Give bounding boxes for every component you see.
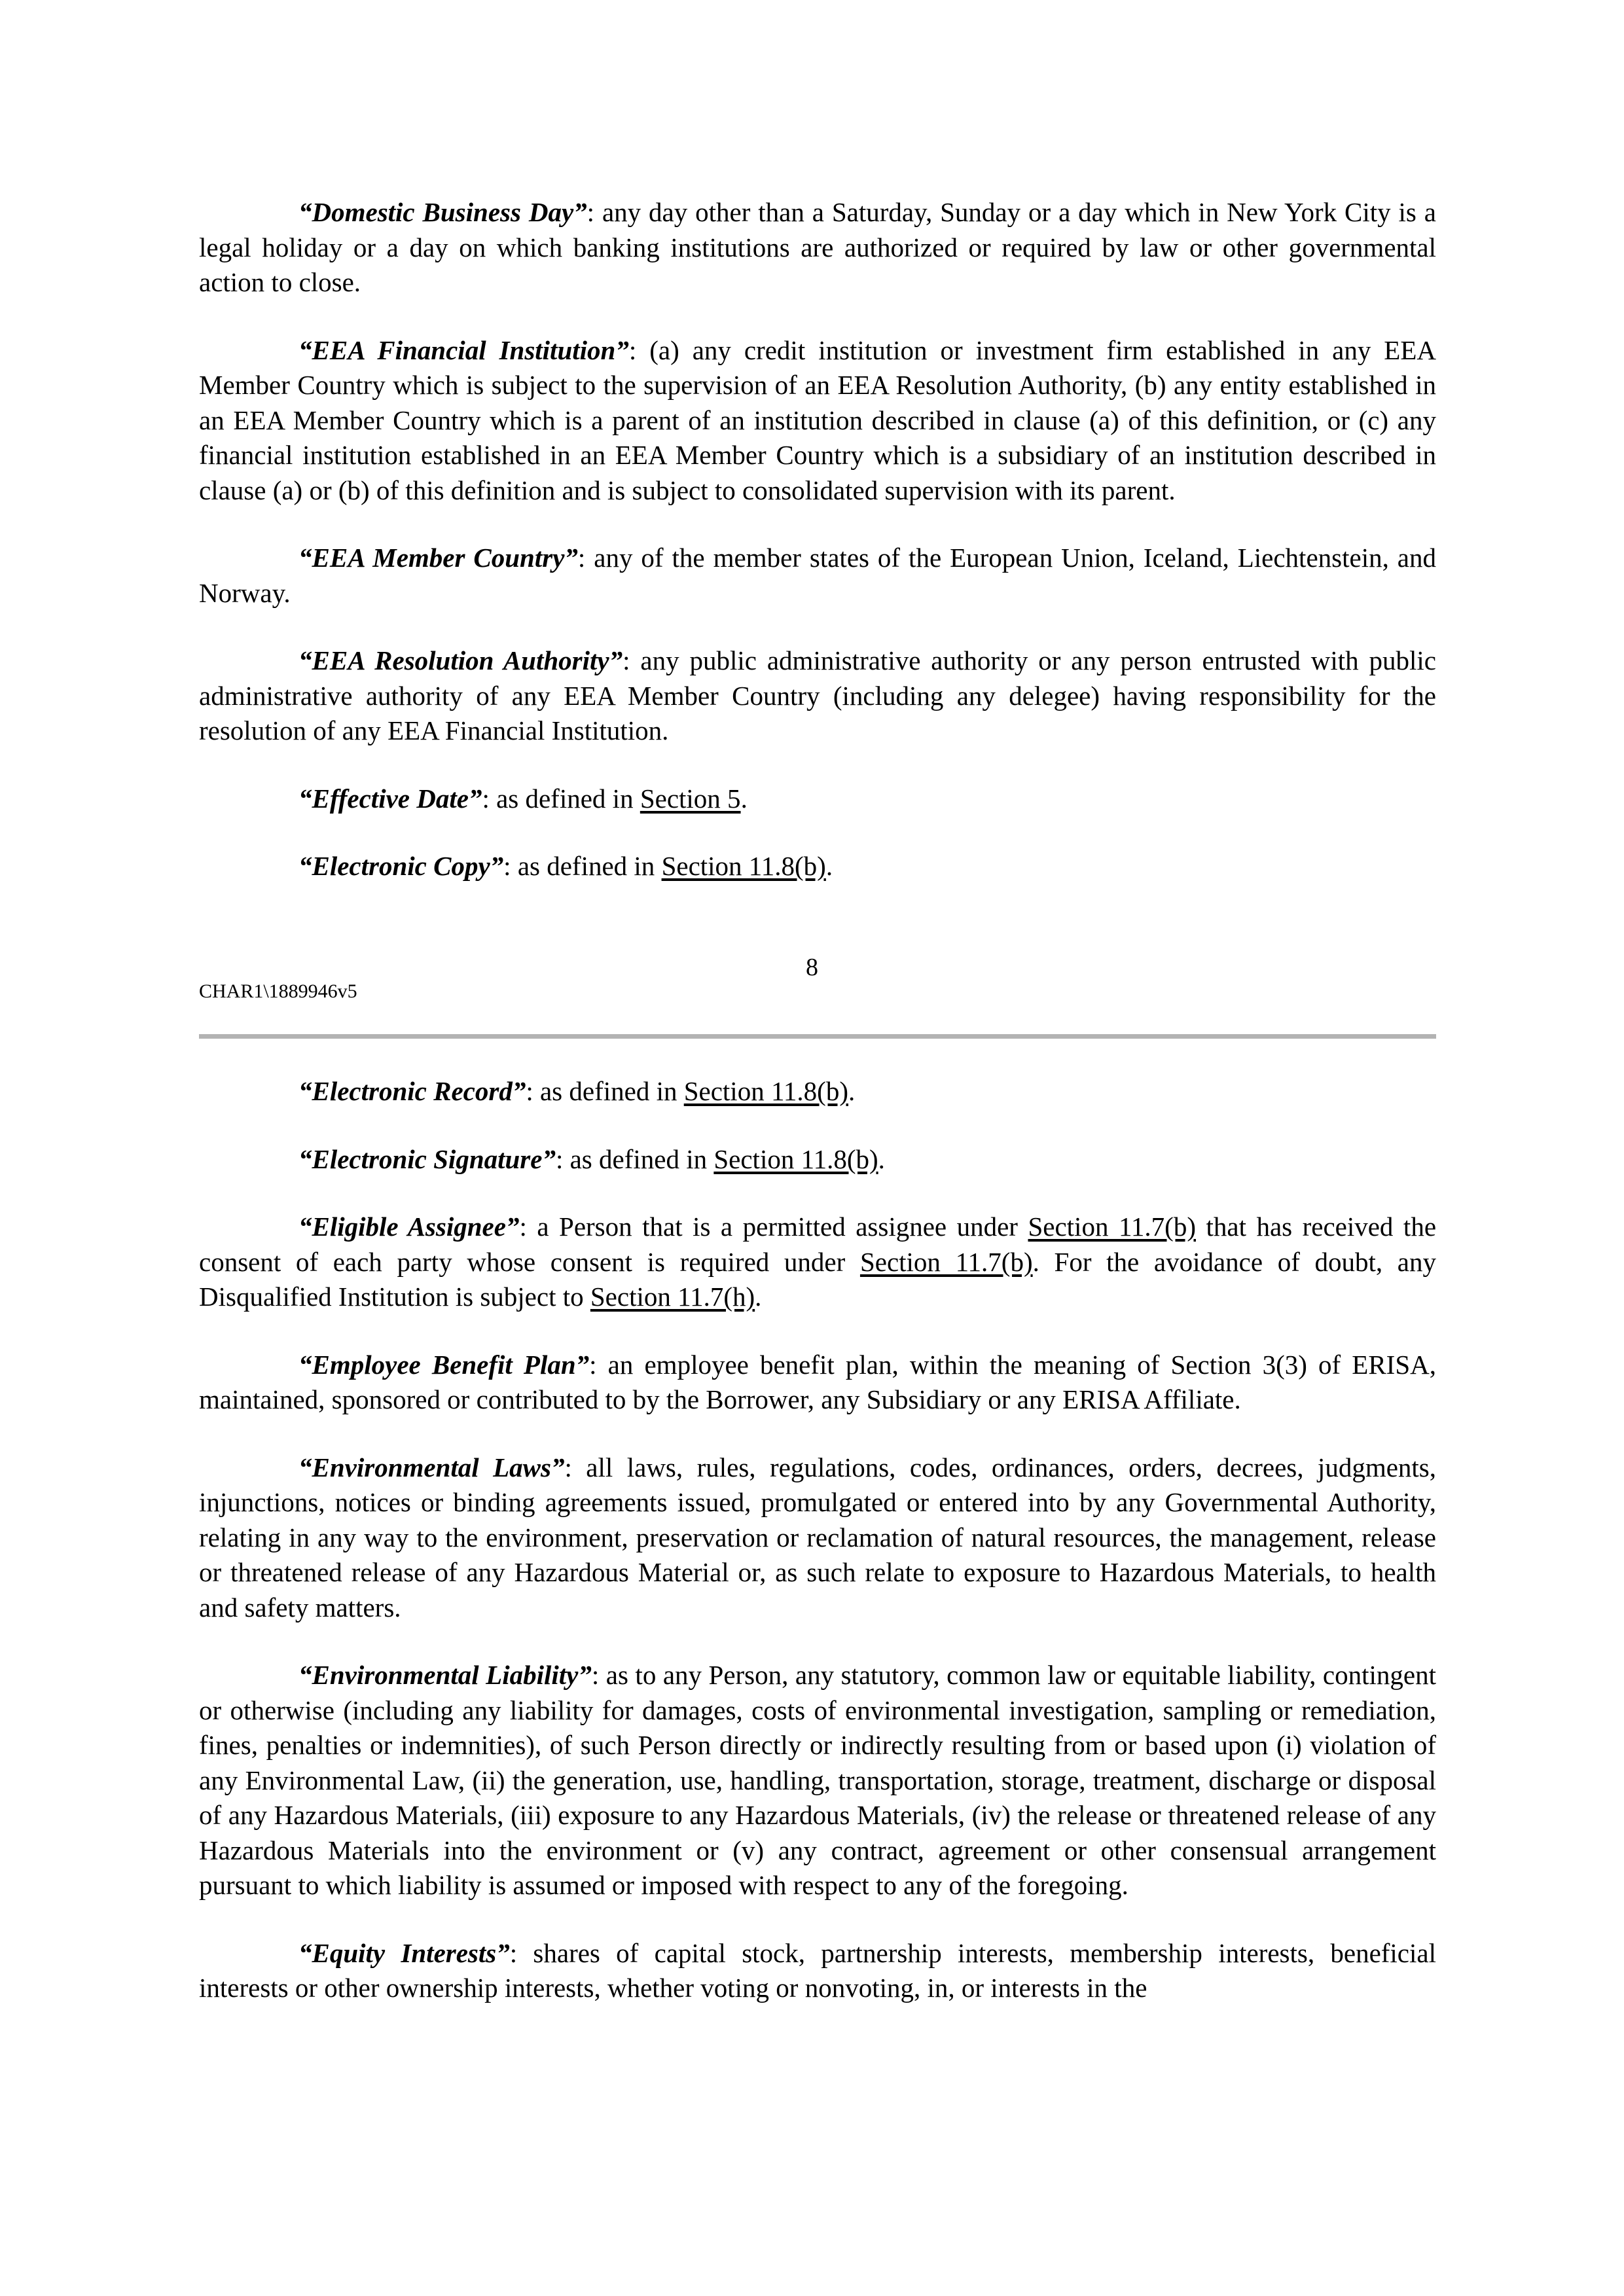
section-reference-link[interactable]: Section 5 (640, 783, 741, 814)
definition-electronic-record (199, 1074, 1436, 1109)
definition-text: : an employee benefit plan, within the meaning of Section 3(3) of ERISA, maintained, sponsored or contributed to by the Borrower, any Subsidiary or any ERISA Affiliate. (199, 1349, 1436, 1414)
definition-electronic-signature (199, 1142, 1436, 1177)
definition-text: : a Person that is a permitted assignee under (519, 1211, 1028, 1242)
defined-term: “Electronic Record” (298, 1076, 526, 1106)
definition-environmental-laws (199, 1450, 1436, 1626)
section-reference-link[interactable]: Section 11.8(b) (713, 1143, 878, 1174)
definition-text: . For the avoidance of doubt, any Disqualified Institution is subject to (199, 1246, 1437, 1312)
defined-term: “Electronic Signature” (298, 1143, 556, 1174)
defined-term: “Eligible Assignee” (298, 1211, 520, 1242)
defined-term: “EEA Member Country” (298, 543, 578, 573)
definition-eligible-assignee (199, 1210, 1436, 1315)
definition-text: : as defined in (482, 783, 640, 814)
definition-text: . (825, 851, 833, 881)
page-number: 8 (806, 954, 818, 981)
defined-term: “EEA Financial Institution” (298, 334, 629, 365)
defined-term: “Effective Date” (298, 783, 482, 814)
section-reference-link[interactable]: Section 11.8(b) (661, 851, 826, 881)
defined-term: “Equity Interests” (298, 1937, 510, 1968)
definition-text: : as defined in (526, 1076, 684, 1106)
definition-text: : as to any Person, any statutory, common law or equitable liability, contingent or otherwise (including any liability for damages, costs of environmental investigation, sampling or remediation, fines, penalties or indemnities), of such Person directly or indirectly resulting from or based upon (i) violation of any Environmental Law, (ii) the generation, use, handling, transportation, storage, treatment, discharge or disposal of any Hazardous Materials, (iii) exposure to any Hazardous Materials, (iv) the release or threatened release of any Hazardous Materials into the environment or (v) any contract, agreement or other consensual arrangement pursuant to which liability is assumed or imposed with respect to any of the foregoing. (199, 1660, 1436, 1900)
defined-term: “Electronic Copy” (298, 851, 504, 881)
definition-eea-resolution-authority (199, 643, 1436, 749)
defined-term: “EEA Resolution Authority” (298, 645, 623, 675)
definition-text: : any day other than a Saturday, Sunday or a day which in New York City is a legal holiday or a day on which banking institutions are authorized or required by law or other governmental action to close. (199, 197, 1436, 297)
definition-text: that has received the consent of each party whose consent is required under (199, 1211, 1437, 1277)
definition-text: . (740, 783, 748, 814)
defined-term: “Environmental Liability” (298, 1660, 592, 1690)
section-reference-link[interactable]: Section 11.8(b) (683, 1076, 848, 1106)
page-divider (199, 1034, 1436, 1039)
definition-text: : as defined in (503, 851, 662, 881)
definition-text: . (848, 1076, 856, 1106)
definition-employee-benefit-plan (199, 1348, 1436, 1418)
definition-text: . (878, 1143, 885, 1174)
definition-eea-financial-institution (199, 333, 1436, 509)
definition-text: : any of the member states of the European Union, Iceland, Liechtenstein, and Norway. (199, 543, 1436, 608)
defined-term: “Environmental Laws” (298, 1452, 565, 1482)
defined-term: “Domestic Business Day” (298, 197, 587, 227)
section-reference-link[interactable]: Section 11.7(h) (590, 1282, 755, 1312)
definition-eea-member-country (199, 541, 1436, 611)
section-reference-link[interactable]: Section 11.7(b) (1028, 1211, 1196, 1242)
page-bottom (199, 1074, 1436, 2039)
definition-text: : any public administrative authority or any person entrusted with public administrative authority of any EEA Member Country (including any delegee) having responsibility for the resolution of any EEA Financial Institution. (199, 645, 1436, 745)
section-reference-link[interactable]: Section 11.7(b) (859, 1246, 1033, 1277)
definition-text: . (755, 1282, 762, 1312)
definition-text: : shares of capital stock, partnership interests, membership interests, beneficial interests or other ownership interests, whether voting or nonvoting, in, or interests in the (199, 1937, 1436, 2003)
document-id: CHAR1\1889946v5 (199, 980, 357, 1002)
definition-effective-date (199, 781, 1436, 817)
definition-text: : (a) any credit institution or investment firm established in any EEA Member Country which is subject to the supervision of an EEA Resolution Authority, (b) any entity established in an EEA Member Country which is a parent of an institution described in clause (a) of this definition, or (c) any financial institution established in an EEA Member Country which is a subsidiary of an institution described in clause (a) or (b) of this definition and is subject to consolidated supervision with its parent. (199, 334, 1436, 505)
page-top (199, 195, 1436, 917)
defined-term: “Employee Benefit Plan” (298, 1349, 590, 1380)
definition-electronic-copy (199, 849, 1436, 884)
definition-equity-interests (199, 1936, 1436, 2006)
definition-domestic-business-day (199, 195, 1436, 300)
definition-text: : as defined in (555, 1143, 714, 1174)
definition-text: : all laws, rules, regulations, codes, ordinances, orders, decrees, judgments, injunctions, notices or binding agreements issued, promulgated or entered into by any Governmental Authority, relating in any way to the environment, preservation or reclamation of natural resources, the management, release or threatened release of any Hazardous Material or, as such relate to exposure to Hazardous Materials, to health and safety matters. (199, 1452, 1437, 1623)
definition-environmental-liability (199, 1658, 1436, 1903)
